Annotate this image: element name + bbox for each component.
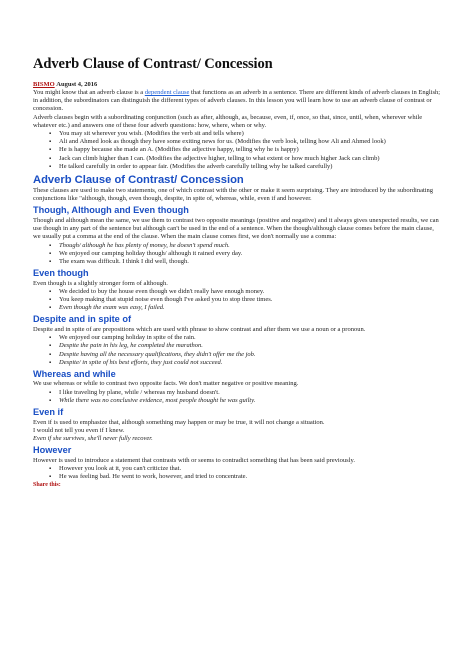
section-heading-however: However bbox=[33, 445, 72, 456]
share-label: Share this: bbox=[33, 482, 61, 489]
list-item: ▪ We decided to buy the house even though we didn't really have enough money. bbox=[49, 288, 443, 296]
list-item: ▪ Though/ although he has plenty of money, he doesn't spend much. bbox=[49, 242, 443, 250]
post-date: August 4, 2016 bbox=[56, 81, 98, 88]
page-title: Adverb Clause of Contrast/ Concession bbox=[33, 56, 273, 72]
list-item: ▪ You may sit wherever you wish. (Modifies the verb sit and tells where) bbox=[49, 130, 443, 138]
list-item: ▪ We enjoyed our camping holiday in spite of the rain. bbox=[49, 334, 443, 342]
article bbox=[33, 56, 443, 488]
section-text: Even if she survives, she'll never fully recover. bbox=[33, 435, 153, 442]
list-item: ▪ However you look at it, you can't criticize that. bbox=[49, 465, 443, 473]
section-heading-main: Adverb Clause of Contrast/ Concession bbox=[33, 174, 244, 187]
intro-paragraph-2: Adverb clauses begin with a subordinating conjunction (such as after, although, as, because, even, if, once, so that, since, until, when, wherever while whatever etc.) and answers one of these four adverb questions: how, where, when or why. bbox=[33, 113, 423, 129]
list-item: ▪ Despite/ in spite of his best efforts, they just could not succeed. bbox=[49, 359, 443, 367]
section-heading-even-if: Even if bbox=[33, 407, 64, 418]
list-item: ▪ The exam was difficult. I think I did well, though. bbox=[49, 258, 443, 266]
section-text: Even if is used to emphasize that, although something may happen or may be true, it will not change a situation. bbox=[33, 418, 325, 426]
dependent-clause-link[interactable]: dependent clause bbox=[144, 89, 190, 96]
list-item: ▪ Despite the pain in his leg, he completed the marathon. bbox=[49, 342, 443, 350]
section-text: However is used to introduce a statement that contrasts with or seems to contradict something that has been said previously. bbox=[33, 456, 355, 464]
author-link[interactable]: BISMO bbox=[33, 81, 55, 88]
whereas-list bbox=[33, 389, 443, 405]
byline bbox=[33, 81, 443, 89]
though-list bbox=[33, 242, 443, 267]
list-item: ▪ Even though the exam was easy, I failed. bbox=[49, 304, 443, 312]
section-heading-though: Though, Although and Even though bbox=[33, 205, 189, 216]
list-item: ▪ He was feeling bad. He went to work, however, and tried to concentrate. bbox=[49, 473, 443, 481]
list-item: ▪ We enjoyed our camping holiday though/ although it rained every day. bbox=[49, 250, 443, 258]
list-item: ▪ Despite having all the necessary qualifications, they didn't offer me the job. bbox=[49, 351, 443, 359]
despite-list bbox=[33, 334, 443, 367]
list-item: ▪ Jack can climb higher than I can. (Modifies the adjective higher, telling to what extent or how much higher Jack can climb) bbox=[49, 155, 443, 163]
section-text: Despite and in spite of are prepositions which are used with phrase to show contrast and after them we use a noun or a pronoun. bbox=[33, 325, 366, 333]
list-item: ▪ You keep making that stupid noise even though I've asked you to stop three times. bbox=[49, 296, 443, 304]
section-text: Though and although mean the same, we use them to contrast two opposite meanings (positive and negative) and it always gives unexpected results, we can use though in any part of the sentence but although can't be used in the end of a sentence. When the though/although clause comes before the main clause, we usually put a comma at the end of the clause. When the main clause comes first, we don't normally use a comma: bbox=[33, 216, 439, 241]
list-item: ▪ I like traveling by plane, while / whereas my husband doesn't. bbox=[49, 389, 443, 397]
however-list bbox=[33, 465, 443, 481]
section-text: I would not tell you even if I knew. bbox=[33, 426, 125, 434]
section-heading-even-though: Even though bbox=[33, 268, 89, 279]
section-heading-whereas: Whereas and while bbox=[33, 368, 116, 379]
section-text: We use whereas or while to contrast two opposite facts. We don't matter negative or positive meaning. bbox=[33, 380, 299, 388]
list-item: ▪ He talked carefully in order to appear fair. (Modifies the adverb carefully telling why he talked carefully) bbox=[49, 163, 443, 171]
list-item: ▪ He is happy because she made an A. (Modifies the adjective happy, telling why he is happy) bbox=[49, 146, 443, 154]
section-heading-despite: Despite and in spite of bbox=[33, 314, 132, 325]
section-text: Even though is a slightly stronger form of although. bbox=[33, 279, 168, 287]
section-text: These clauses are used to make two statements, one of which contrast with the other or make it seem surprising. They are introduced by the subordinating conjunctions like "although, though, even though, despite, in spite of, whereas, while, even if and however. bbox=[33, 187, 434, 203]
even-though-list bbox=[33, 288, 443, 313]
list-item: ▪ Ali and Ahmed look as though they have some exiting news for us. (Modifies the verb look, telling how Ali and Ahmed look) bbox=[49, 138, 443, 146]
intro-paragraph: You might know that an adverb clause is a dependent clause that functions as an adverb in a sentence. There are different kinds of adverb clauses in English; in addition, the subordinators can distinguish the different types of adverb clauses. In this lesson you will learn how to use an adverb clause of contrast or concession. bbox=[33, 89, 441, 113]
list-item: ▪ While there was no conclusive evidence, most people thought he was guilty. bbox=[49, 397, 443, 405]
intro-list bbox=[33, 130, 443, 171]
